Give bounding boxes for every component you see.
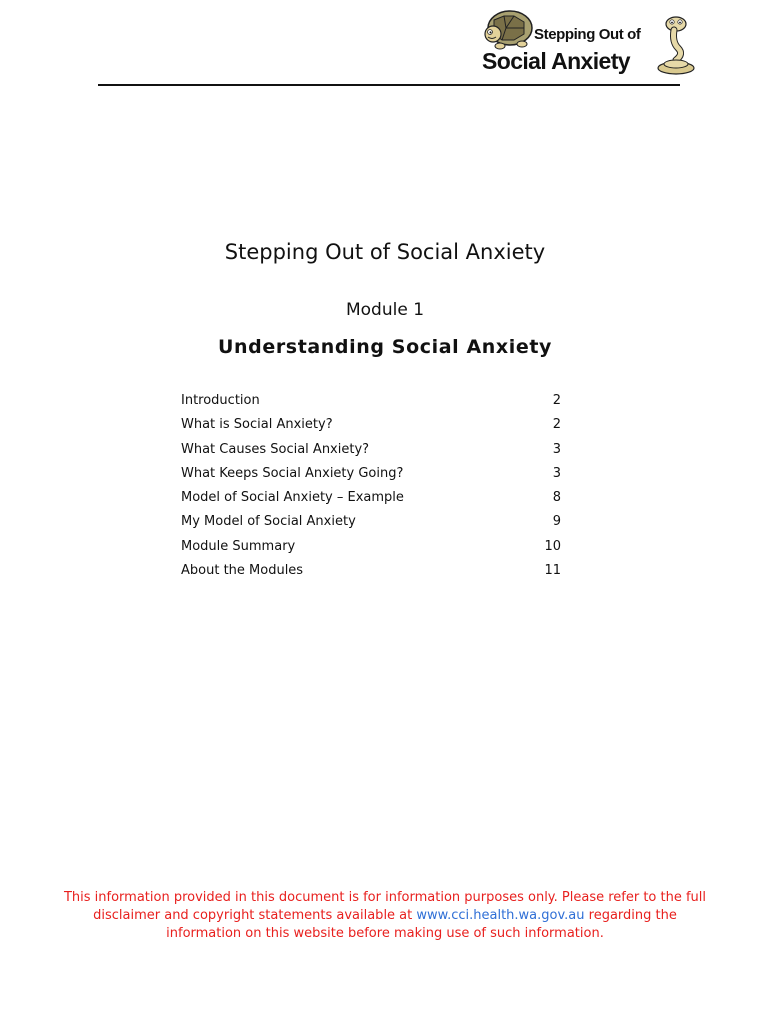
table-of-contents bbox=[181, 392, 561, 586]
toc-entry-label: What is Social Anxiety? bbox=[181, 417, 333, 433]
toc-entry-label: Introduction bbox=[181, 393, 260, 408]
disclaimer-text-start: This information provided in this document is for information purposes only. Please refer to the full disclaimer and copyright statements available at bbox=[63, 890, 707, 923]
document-title: Stepping Out of Social Anxiety bbox=[224, 240, 546, 264]
toc-entry-page: 9 bbox=[552, 514, 561, 530]
toc-entry-label: My Model of Social Anxiety bbox=[181, 514, 356, 530]
disclaimer-notice bbox=[60, 889, 710, 943]
toc-entry-page: 3 bbox=[552, 465, 561, 481]
logo-title-main: Social Anxiety bbox=[482, 48, 630, 74]
toc-entry-page: 2 bbox=[552, 417, 561, 433]
toc-entry-about bbox=[181, 562, 561, 586]
module-label: Module 1 bbox=[345, 300, 425, 320]
logo-title-top: Stepping Out of bbox=[534, 26, 641, 43]
toc-entry-label: What Causes Social Anxiety? bbox=[181, 441, 370, 457]
toc-entry-model-example bbox=[181, 489, 561, 513]
toc-entry-page: 2 bbox=[552, 393, 561, 408]
toc-entry-page: 11 bbox=[544, 563, 561, 579]
toc-entry-what-keeps bbox=[181, 465, 561, 489]
toc-entry-label: Model of Social Anxiety – Example bbox=[181, 490, 404, 506]
toc-entry-label: About the Modules bbox=[181, 563, 304, 579]
website-link[interactable]: www.cci.health.wa.gov.au bbox=[416, 908, 585, 923]
toc-entry-page: 3 bbox=[552, 441, 561, 457]
toc-entry-label: What Keeps Social Anxiety Going? bbox=[181, 465, 404, 481]
toc-entry-what-causes bbox=[181, 441, 561, 465]
toc-entry-page: 10 bbox=[544, 538, 561, 554]
toc-entry-my-model bbox=[181, 513, 561, 537]
disclaimer-text-end: regarding the information on this website before making use of such information. bbox=[166, 908, 677, 941]
toc-entry-what-is bbox=[181, 416, 561, 440]
header-divider bbox=[98, 84, 680, 86]
toc-entry-introduction bbox=[181, 392, 561, 416]
module-subtitle: Understanding Social Anxiety bbox=[217, 336, 553, 358]
toc-entry-summary bbox=[181, 538, 561, 562]
toc-entry-page: 8 bbox=[552, 490, 561, 506]
toc-entry-label: Module Summary bbox=[181, 538, 296, 554]
snake-icon bbox=[654, 14, 700, 76]
turtle-icon bbox=[480, 4, 536, 52]
page-header bbox=[0, 0, 770, 90]
